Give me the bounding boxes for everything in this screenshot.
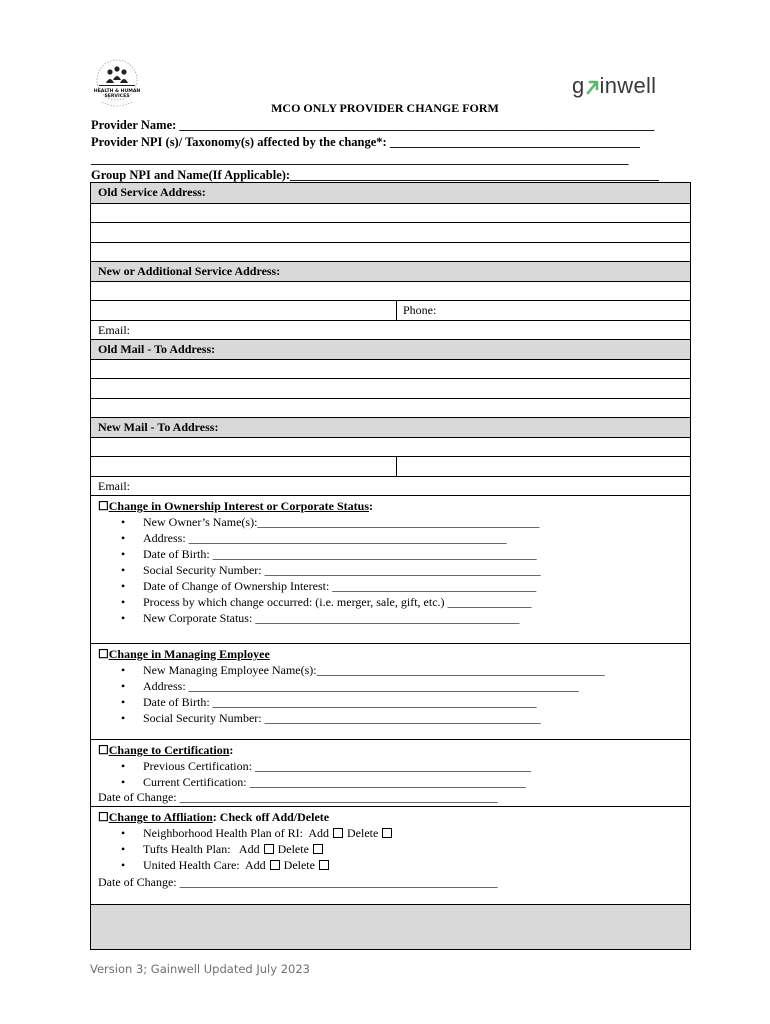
change-form-table bbox=[90, 182, 691, 950]
certification-heading bbox=[98, 743, 690, 758]
gainwell-logo-g: g bbox=[572, 73, 585, 98]
ownership-section bbox=[91, 495, 690, 643]
affiliation-heading bbox=[98, 810, 690, 825]
plan-item bbox=[121, 857, 690, 873]
certification-title: Change to Certification bbox=[108, 743, 230, 757]
new-mail-address-header: New Mail - To Address: bbox=[91, 417, 690, 437]
plan-add-label: Add bbox=[308, 826, 329, 840]
certification-list bbox=[121, 758, 690, 790]
list-item[interactable]: • Previous Certification: ______________________________________________ bbox=[121, 758, 690, 774]
new-mail-address-line-2[interactable] bbox=[91, 456, 690, 476]
list-item[interactable]: • Date of Change of Ownership Interest: __________________________________ bbox=[121, 578, 690, 594]
group-npi-field[interactable]: Group NPI and Name(If Applicable):___________________________________________________________ bbox=[91, 168, 659, 182]
old-service-address-line-1[interactable] bbox=[91, 203, 690, 223]
plan-name: United Health Care: bbox=[143, 858, 243, 872]
plan-name: Tufts Health Plan: bbox=[143, 842, 237, 856]
ownership-heading bbox=[98, 499, 690, 514]
old-service-address-line-2[interactable] bbox=[91, 222, 690, 242]
affiliation-title: Change to Affliation bbox=[108, 810, 213, 824]
old-mail-address-line-2[interactable] bbox=[91, 378, 690, 398]
list-item[interactable]: • Address: _____________________________________________________ bbox=[121, 530, 690, 546]
affiliation-list bbox=[121, 825, 690, 873]
plan-add-checkbox[interactable] bbox=[264, 844, 274, 854]
new-mail-address-line-1[interactable] bbox=[91, 437, 690, 457]
email-field-2[interactable]: Email: bbox=[91, 476, 690, 496]
ownership-colon: : bbox=[369, 499, 373, 513]
managing-title: Change in Managing Employee bbox=[108, 647, 270, 661]
list-item[interactable]: • New Corporate Status: ____________________________________________ bbox=[121, 610, 690, 626]
affiliation-section bbox=[91, 806, 690, 904]
plan-delete-label: Delete bbox=[283, 858, 315, 872]
list-item[interactable]: • Social Security Number: ______________________________________________ bbox=[121, 710, 690, 726]
bottom-gray-box bbox=[91, 904, 690, 949]
list-item[interactable]: • Date of Birth: ______________________________________________________ bbox=[121, 546, 690, 562]
affiliation-checkbox[interactable]: ☐ bbox=[98, 810, 109, 824]
certification-section bbox=[91, 739, 690, 806]
list-item[interactable]: • New Managing Employee Name(s):________________________________________________ bbox=[121, 662, 690, 678]
ownership-checkbox[interactable]: ☐ bbox=[98, 499, 109, 513]
gainwell-logo bbox=[572, 74, 662, 98]
list-item[interactable]: • New Owner’s Name(s):_______________________________________________ bbox=[121, 514, 690, 530]
certification-checkbox[interactable]: ☐ bbox=[98, 743, 109, 757]
form-title: MCO ONLY PROVIDER CHANGE FORM bbox=[271, 101, 499, 115]
plan-add-checkbox[interactable] bbox=[333, 828, 343, 838]
plan-delete-checkbox[interactable] bbox=[319, 860, 329, 870]
phone-label: Phone: bbox=[403, 303, 437, 317]
certification-date-field[interactable]: Date of Change: _____________________________________________________ bbox=[98, 790, 498, 804]
managing-heading bbox=[98, 647, 690, 662]
eohhs-logo-line1: HEALTH & HUMAN bbox=[93, 89, 141, 94]
footer-version: Version 3; Gainwell Updated July 2023 bbox=[90, 962, 310, 976]
list-item[interactable]: • Social Security Number: ______________________________________________ bbox=[121, 562, 690, 578]
affiliation-suffix: : Check off Add/Delete bbox=[212, 810, 330, 824]
gainwell-logo-rest: inwell bbox=[599, 73, 657, 98]
provider-npi-continuation[interactable]: ______________________________________________________________________________________ bbox=[91, 152, 629, 166]
gainwell-arrow-icon bbox=[586, 76, 599, 96]
ownership-list bbox=[121, 514, 690, 626]
managing-list bbox=[121, 662, 690, 726]
plan-delete-label: Delete bbox=[277, 842, 309, 856]
old-mail-address-line-1[interactable] bbox=[91, 359, 690, 379]
eohhs-logo-line2: SERVICES bbox=[104, 94, 130, 99]
new-mail-phone-cell[interactable] bbox=[396, 457, 397, 476]
plan-add-checkbox[interactable] bbox=[270, 860, 280, 870]
plan-add-label: Add bbox=[238, 842, 260, 856]
managing-employee-section bbox=[91, 643, 690, 739]
new-service-address-header: New or Additional Service Address: bbox=[91, 261, 690, 281]
old-mail-address-line-3[interactable] bbox=[91, 398, 690, 418]
managing-checkbox[interactable]: ☐ bbox=[98, 647, 109, 661]
phone-cell[interactable] bbox=[396, 301, 436, 320]
plan-item bbox=[121, 825, 690, 841]
old-mail-address-header: Old Mail - To Address: bbox=[91, 339, 690, 359]
plan-item bbox=[121, 841, 690, 857]
old-service-address-header: Old Service Address: bbox=[91, 183, 690, 203]
plan-name: Neighborhood Health Plan of RI: bbox=[143, 826, 303, 840]
ownership-title: Change in Ownership Interest or Corporate Status bbox=[108, 499, 369, 513]
plan-delete-checkbox[interactable] bbox=[313, 844, 323, 854]
provider-name-field[interactable]: Provider Name: ____________________________________________________________________________ bbox=[91, 118, 655, 132]
certification-colon: : bbox=[229, 743, 234, 757]
new-service-address-line-2[interactable] bbox=[91, 300, 690, 320]
plan-delete-label: Delete bbox=[347, 826, 379, 840]
list-item[interactable]: • Address: _________________________________________________________________ bbox=[121, 678, 690, 694]
email-field-1[interactable]: Email: bbox=[91, 320, 690, 340]
list-item[interactable]: • Current Certification: ______________________________________________ bbox=[121, 774, 690, 790]
plan-add-label: Add bbox=[244, 858, 266, 872]
list-item[interactable]: • Date of Birth: ______________________________________________________ bbox=[121, 694, 690, 710]
affiliation-date-field[interactable]: Date of Change: _____________________________________________________ bbox=[98, 875, 498, 889]
list-item[interactable]: • Process by which change occurred: (i.e. merger, sale, gift, etc.) ______________ bbox=[121, 594, 690, 610]
plan-delete-checkbox[interactable] bbox=[382, 828, 392, 838]
provider-npi-field[interactable]: Provider NPI (s)/ Taxonomy(s) affected by the change*: ________________________________________ bbox=[91, 135, 640, 149]
new-service-address-line-1[interactable] bbox=[91, 281, 690, 301]
old-service-address-line-3[interactable] bbox=[91, 242, 690, 262]
